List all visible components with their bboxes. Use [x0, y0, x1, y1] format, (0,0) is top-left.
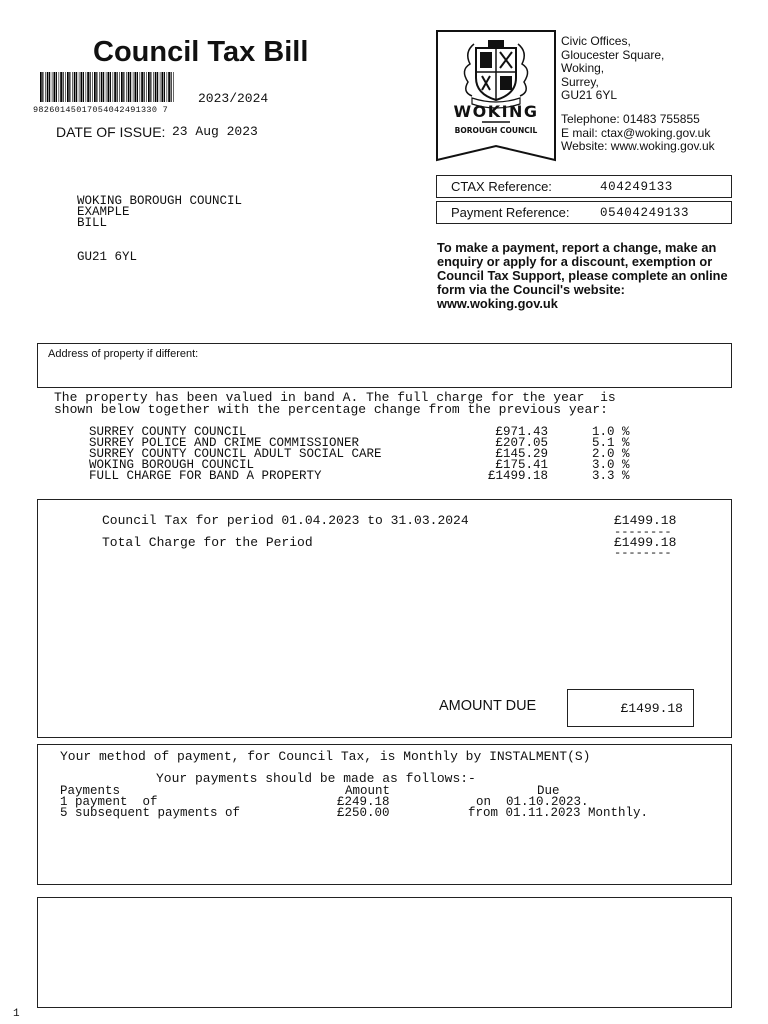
total-amount: £1499.18	[614, 535, 677, 550]
payment-row-amount: £249.18	[337, 795, 390, 809]
precept-name: SURREY COUNTY COUNCIL	[89, 425, 247, 439]
payment-method: Your method of payment, for Council Tax, is Monthly by INSTALMENT(S)	[60, 749, 591, 764]
blank-panel	[37, 897, 732, 1008]
precept-name: FULL CHARGE FOR BAND A PROPERTY	[89, 469, 322, 483]
period-amount: £1499.18	[614, 513, 677, 528]
payment-row-amount: £250.00	[337, 806, 390, 820]
precept-change: 3.0 %	[592, 458, 630, 472]
precept-name: WOKING BOROUGH COUNCIL	[89, 458, 255, 472]
payment-intro: Your payments should be made as follows:-	[156, 771, 476, 786]
logo-word: WOKING	[453, 102, 539, 121]
ctax-reference-value: 404249133	[600, 179, 673, 194]
council-address-line: Woking,	[561, 61, 605, 76]
payment-reference-value: 05404249133	[600, 205, 690, 220]
divider: --------	[614, 546, 672, 560]
issue-date-label: DATE OF ISSUE:	[56, 124, 166, 140]
issue-date: 23 Aug 2023	[172, 124, 258, 139]
valuation-line: The property has been valued in band A. The full charge for the year is	[54, 390, 616, 405]
council-address-line: Civic Offices,	[561, 34, 631, 48]
precept-change: 2.0 %	[592, 447, 630, 461]
valuation-line: shown below together with the percentage change from the previous year:	[54, 402, 608, 417]
council-address-line: Gloucester Square,	[561, 47, 665, 62]
precept-change: 1.0 %	[592, 425, 630, 439]
col-amount: Amount	[345, 784, 391, 798]
payment-row-desc: 5 subsequent payments of	[60, 806, 241, 820]
property-address-label: Address of property if different:	[48, 348, 199, 360]
col-payments: Payments	[60, 784, 121, 798]
recipient-line: EXAMPLE	[77, 205, 130, 219]
amount-due-label: AMOUNT DUE	[439, 698, 537, 714]
council-email: E mail: ctax@woking.gov.uk	[561, 125, 711, 140]
precept-amount: £1499.18	[487, 469, 548, 483]
payment-row-desc: 1 payment of	[60, 795, 158, 809]
ctax-reference-box	[436, 175, 732, 198]
property-address-box	[37, 343, 732, 388]
recipient-address	[77, 196, 242, 229]
council-address	[561, 35, 664, 103]
divider: --------	[614, 525, 672, 539]
ctax-reference-label: CTAX Reference:	[451, 179, 552, 194]
payment-row-due: on 01.10.2023.	[476, 795, 589, 809]
precept-amount: £145.29	[495, 447, 548, 461]
amount-due-box	[567, 689, 694, 727]
crest-icon	[436, 30, 556, 162]
council-address-line: GU21 6YL	[561, 88, 618, 103]
precept-amount: £971.43	[495, 425, 548, 439]
precept-change: 5.1 %	[592, 436, 630, 450]
precept-change: 3.3 %	[592, 469, 630, 483]
bill-year: 2023/2024	[198, 91, 269, 106]
payment-reference-box	[436, 201, 732, 224]
council-address-line: Surrey,	[561, 74, 599, 89]
precept-amount: £175.41	[495, 458, 548, 472]
council-telephone: Telephone: 01483 755855	[561, 112, 700, 126]
page-number: 1	[13, 1008, 20, 1020]
precept-name: SURREY POLICE AND CRIME COMMISSIONER	[89, 436, 360, 450]
recipient-postcode: GU21 6YL	[77, 250, 138, 264]
payment-schedule-box	[37, 744, 732, 885]
precept-name: SURREY COUNTY COUNCIL ADULT SOCIAL CARE	[89, 447, 382, 461]
total-label: Total Charge for the Period	[102, 535, 313, 550]
payment-notice: To make a payment, report a change, make an enquiry or apply for a discount, exemption or Council Tax Support, please complete an online form via the Council's website: www.woking.gov.uk	[437, 240, 728, 311]
council-website: Website: www.woking.gov.uk	[561, 139, 715, 154]
payment-reference-label: Payment Reference:	[451, 205, 570, 220]
precept-amount: £207.05	[495, 436, 548, 450]
amount-due-value: £1499.18	[620, 701, 683, 716]
council-logo	[436, 30, 556, 162]
period-label: Council Tax for period 01.04.2023 to 31.03.2024	[102, 513, 469, 528]
bill-title: Council Tax Bill	[93, 36, 309, 68]
valuation-text	[54, 392, 616, 416]
logo-sub: BOROUGH COUNCIL	[454, 126, 538, 135]
council-contact	[561, 113, 715, 154]
recipient-line: WOKING BOROUGH COUNCIL	[77, 194, 243, 208]
barcode	[40, 72, 174, 102]
recipient-line: BILL	[77, 216, 108, 230]
col-due: Due	[537, 784, 560, 798]
barcode-number: 98260145017054042491330 7	[33, 105, 169, 115]
payment-row-due: from 01.11.2023 Monthly.	[468, 806, 649, 820]
